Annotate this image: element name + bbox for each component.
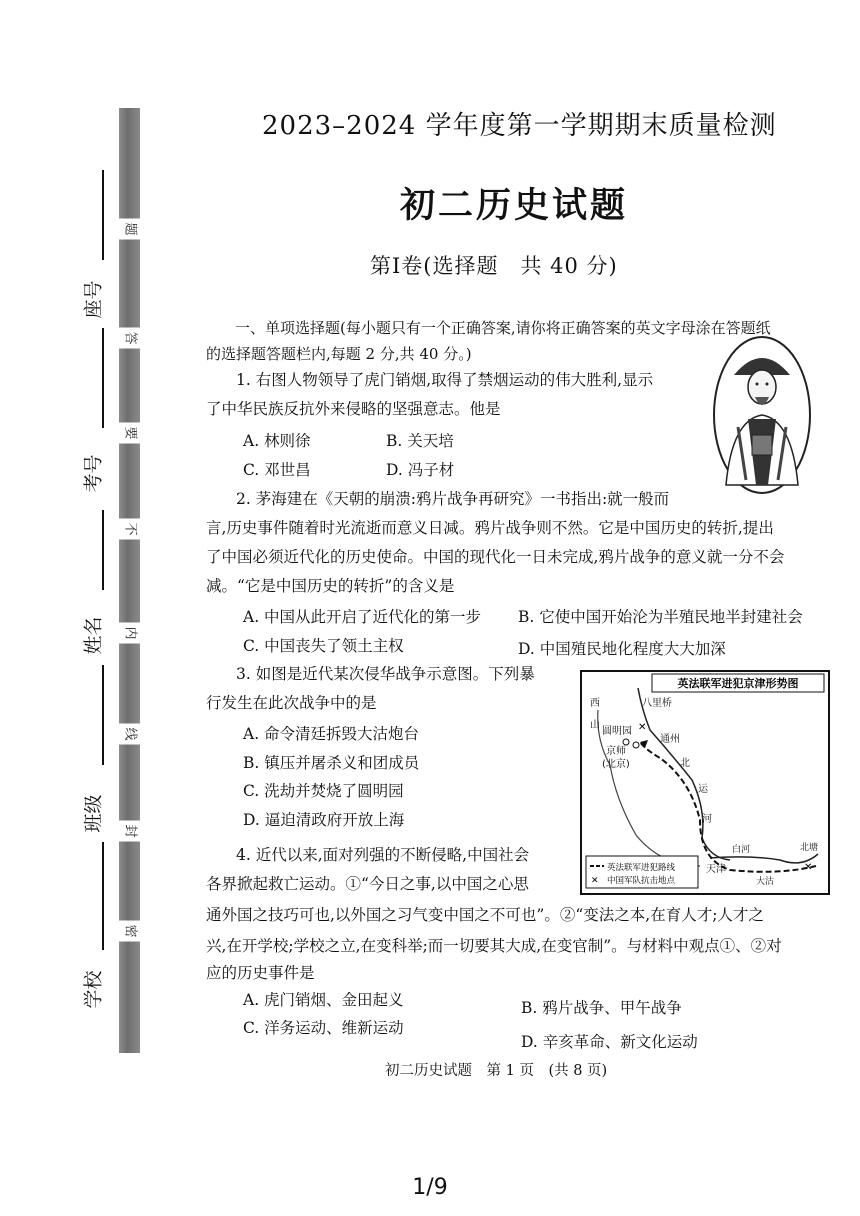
field-line: [102, 842, 104, 950]
question-text: 应的历史事件是: [206, 964, 315, 982]
anglo-french-invasion-map: [580, 670, 830, 895]
map-legend-mark: ✕: [591, 876, 599, 886]
answer-option: A. 命令清廷拆毁大沽炮台: [243, 725, 420, 743]
question-text: 2. 茅海建在《天朝的崩溃:鸦片战争再研究》一书指出:就一般而: [236, 490, 670, 508]
margin-char: 不: [119, 519, 141, 540]
answer-option: B. 它使中国开始沦为半殖民地半封建社会: [518, 608, 803, 626]
question-text: 各界掀起救亡运动。①“今日之事,以中国之心思: [206, 875, 529, 893]
instructions-line: 的选择题答题栏内,每题 2 分,共 40 分。): [206, 345, 472, 363]
page-footer: 初二历史试题 第 1 页 (共 8 页): [385, 1063, 608, 1079]
map-label: 京师: [606, 746, 626, 757]
question-text: 言,历史事件随着时光流逝而意义日减。鸦片战争则不然。它是中国历史的转折,提出: [206, 519, 774, 537]
paper-title: 初二历史试题: [400, 185, 629, 226]
map-label: 圆明园: [602, 726, 632, 737]
map-label: 运: [698, 784, 708, 795]
question-text: 了中国必须近代化的历史使命。中国的现代化一日未完成,鸦片战争的意义就一分不会: [206, 548, 785, 566]
answer-option: A. 林则徐: [243, 432, 311, 450]
answer-option: C. 中国丧失了领土主权: [243, 637, 404, 655]
field-label-seat: 座号: [82, 280, 105, 319]
answer-option: A. 中国从此开启了近代化的第一步: [243, 608, 482, 626]
map-label: 河: [702, 814, 712, 825]
lin-zexu-portrait: [712, 335, 812, 495]
margin-char: 要: [119, 423, 141, 444]
margin-char: 内: [119, 623, 141, 644]
question-text: 通外国之技巧可也,以外国之习气变中国之不可也”。②“变法之本,在育人才;人才之: [206, 906, 764, 924]
map-label: 通州: [660, 734, 680, 745]
field-label-school: 学校: [82, 970, 105, 1009]
page-indicator: 1/9: [412, 1175, 448, 1200]
answer-option: B. 鸦片战争、甲午战争: [521, 999, 682, 1017]
question-text: 减。“它是中国历史的转折”的含义是: [206, 577, 455, 595]
map-legend-battle: 中国军队抗击地点: [607, 876, 676, 886]
answer-option: D. 冯子材: [386, 461, 455, 479]
answer-option: C. 洗劫并焚烧了圆明园: [243, 782, 404, 800]
question-text: 1. 右图人物领导了虎门销烟,取得了禁烟运动的伟大胜利,显示: [236, 371, 654, 389]
map-label: 山: [590, 720, 600, 731]
answer-option: B. 关天培: [386, 432, 454, 450]
map-label: 北: [680, 758, 690, 769]
margin-char: 密: [119, 921, 141, 942]
field-line: [102, 170, 104, 260]
question-text: 行发生在此次战争中的是: [206, 694, 377, 712]
answer-option: C. 邓世昌: [243, 461, 311, 479]
map-label: 八里桥: [642, 698, 672, 709]
question-text: 了中华民族反抗外来侵略的坚强意志。他是: [206, 400, 501, 418]
map-label: (北京): [602, 759, 630, 770]
instructions-line: 一、单项选择题(每小题只有一个正确答案,请你将正确答案的英文字母涂在答题纸: [235, 319, 771, 337]
margin-char: 线: [119, 724, 141, 745]
section-title: 第Ⅰ卷(选择题 共 40 分): [370, 254, 618, 278]
field-line: [102, 328, 104, 428]
field-label-class: 班级: [82, 794, 105, 833]
map-label: 大沽: [756, 877, 775, 887]
margin-char: 封: [119, 821, 141, 842]
battle-mark: ✕: [638, 722, 647, 733]
map-label: 白河: [732, 845, 751, 855]
answer-option: C. 洋务运动、维新运动: [243, 1019, 404, 1037]
field-label-name: 姓名: [82, 616, 105, 655]
field-label-exam-no: 考号: [82, 454, 105, 493]
field-line: [102, 510, 104, 590]
answer-option: B. 镇压并屠杀义和团成员: [243, 754, 420, 772]
exam-title: 2023–2024 学年度第一学期期末质量检测: [262, 111, 777, 141]
answer-option: D. 中国殖民地化程度大大加深: [518, 640, 726, 658]
map-legend-route: 英法联军进犯路线: [607, 863, 676, 873]
map-label: 天津: [706, 864, 726, 875]
margin-char: 答: [119, 328, 141, 349]
question-text: 3. 如图是近代某次侵华战争示意图。下列暴: [236, 665, 535, 683]
binding-strip: [119, 108, 140, 1053]
question-text: 4. 近代以来,面对列强的不断侵略,中国社会: [236, 846, 530, 864]
map-title: 英法联军进犯京津形势图: [677, 677, 799, 690]
answer-option: A. 虎门销烟、金田起义: [243, 991, 404, 1009]
answer-option: D. 逼迫清政府开放上海: [243, 811, 405, 829]
map-label: 北塘: [800, 843, 819, 853]
map-label: 西: [590, 698, 600, 709]
battle-mark: ✕: [804, 862, 813, 873]
margin-char: 题: [119, 219, 141, 240]
field-line: [102, 665, 104, 765]
question-text: 兴,在开学校;学校之立,在变科举;而一切要其大成,在变官制”。与材料中观点①、②对: [206, 937, 782, 955]
answer-option: D. 辛亥革命、新文化运动: [521, 1033, 698, 1051]
